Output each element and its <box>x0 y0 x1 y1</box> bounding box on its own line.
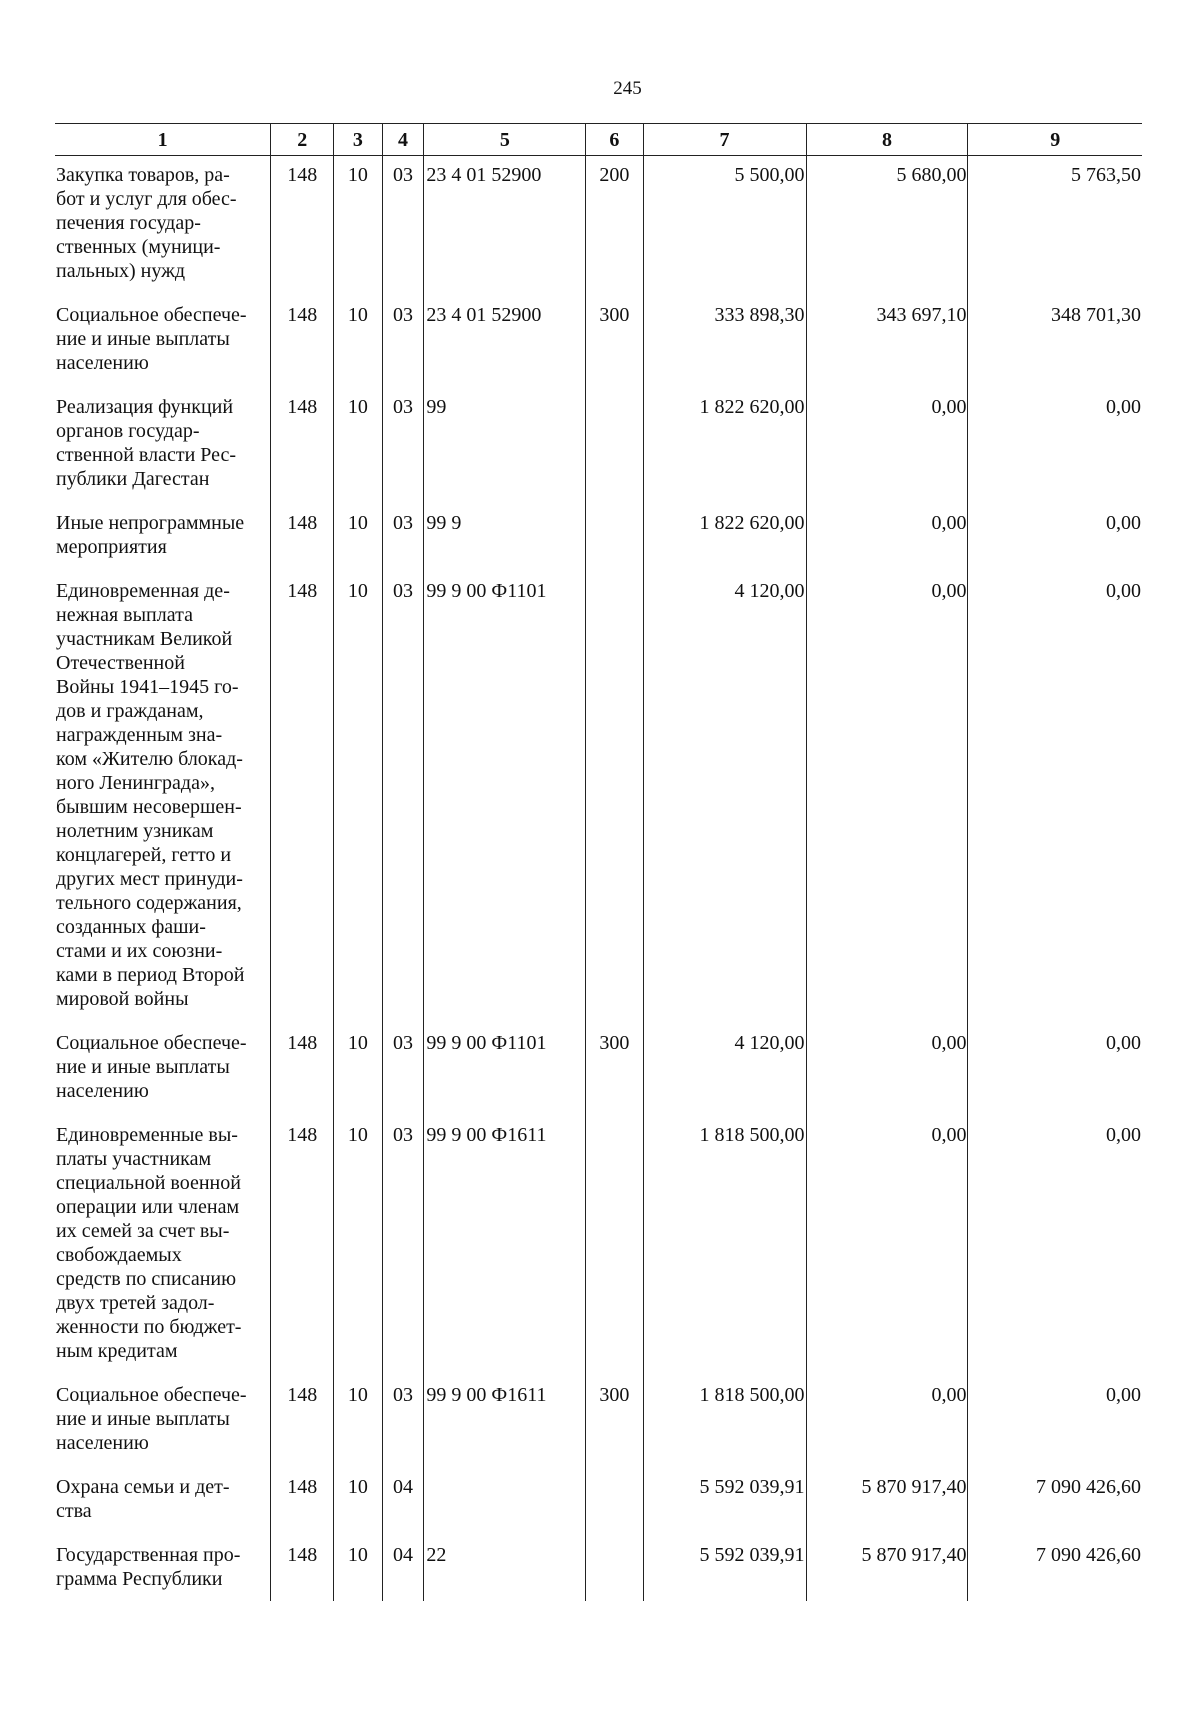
row-amount-year3: 0,00 <box>968 505 1142 573</box>
row-code-target: 99 9 00 Ф1101 <box>424 1025 586 1117</box>
row-code-ministry: 148 <box>271 297 334 389</box>
row-code-subsection: 03 <box>382 297 424 389</box>
table-row <box>55 389 1142 505</box>
row-name: Социальное обеспече- ние и иные выплаты населению <box>56 1384 247 1454</box>
row-amount-year3: 7 090 426,60 <box>968 1469 1142 1537</box>
row-amount-year3: 0,00 <box>968 1377 1142 1469</box>
row-code-section: 10 <box>334 1377 382 1469</box>
row-amount-year1: 1 822 620,00 <box>643 505 806 573</box>
row-code-section: 10 <box>334 1537 382 1601</box>
table-row <box>55 156 1142 298</box>
row-amount-year2: 0,00 <box>806 505 968 573</box>
row-amount-year2: 5 870 917,40 <box>806 1469 968 1537</box>
budget-table <box>55 123 1142 1601</box>
row-code-target: 99 9 <box>424 505 586 573</box>
table-row <box>55 1537 1142 1601</box>
column-header-9: 9 <box>968 124 1142 156</box>
table-row <box>55 1377 1142 1469</box>
row-code-subsection: 03 <box>382 156 424 298</box>
row-amount-year2: 0,00 <box>806 1117 968 1377</box>
row-amount-year1: 5 592 039,91 <box>643 1537 806 1601</box>
row-amount-year2: 5 680,00 <box>806 156 968 298</box>
row-code-ministry: 148 <box>271 1117 334 1377</box>
row-code-ministry: 148 <box>271 1469 334 1537</box>
row-code-ministry: 148 <box>271 389 334 505</box>
row-code-subsection: 03 <box>382 1117 424 1377</box>
row-code-ministry: 148 <box>271 573 334 1025</box>
row-code-expense-type <box>586 505 643 573</box>
row-amount-year3: 0,00 <box>968 1117 1142 1377</box>
row-amount-year1: 4 120,00 <box>643 573 806 1025</box>
column-header-8: 8 <box>806 124 968 156</box>
row-amount-year1: 1 822 620,00 <box>643 389 806 505</box>
column-header-6: 6 <box>586 124 643 156</box>
row-code-section: 10 <box>334 156 382 298</box>
column-header-2: 2 <box>271 124 334 156</box>
row-code-ministry: 148 <box>271 1377 334 1469</box>
page-number: 245 <box>613 78 642 99</box>
row-code-ministry: 148 <box>271 1025 334 1117</box>
table-row <box>55 1469 1142 1537</box>
table-row <box>55 573 1142 1025</box>
row-amount-year2: 5 870 917,40 <box>806 1537 968 1601</box>
row-code-subsection: 03 <box>382 1025 424 1117</box>
row-amount-year1: 5 500,00 <box>643 156 806 298</box>
row-name: Реализация функций органов государ- ственной власти Рес- публики Дагестан <box>56 396 237 490</box>
row-name: Государственная про- грамма Республики <box>56 1544 241 1590</box>
row-code-expense-type <box>586 1469 643 1537</box>
table-row <box>55 1025 1142 1117</box>
row-code-subsection: 04 <box>382 1537 424 1601</box>
row-code-section: 10 <box>334 389 382 505</box>
row-code-target: 99 <box>424 389 586 505</box>
row-name: Иные непрограммные мероприятия <box>56 512 245 558</box>
row-code-ministry: 148 <box>271 156 334 298</box>
row-amount-year1: 4 120,00 <box>643 1025 806 1117</box>
row-code-ministry: 148 <box>271 1537 334 1601</box>
row-code-section: 10 <box>334 1117 382 1377</box>
row-amount-year2: 0,00 <box>806 389 968 505</box>
table-header <box>55 124 1142 156</box>
row-code-target: 99 9 00 Ф1101 <box>424 573 586 1025</box>
row-amount-year1: 1 818 500,00 <box>643 1117 806 1377</box>
row-amount-year2: 343 697,10 <box>806 297 968 389</box>
row-name: Охрана семьи и дет- ства <box>56 1476 230 1522</box>
column-header-4: 4 <box>382 124 424 156</box>
row-name: Социальное обеспече- ние и иные выплаты населению <box>56 1032 247 1102</box>
row-code-subsection: 04 <box>382 1469 424 1537</box>
row-code-subsection: 03 <box>382 573 424 1025</box>
row-code-expense-type: 300 <box>586 1377 643 1469</box>
row-amount-year3: 7 090 426,60 <box>968 1537 1142 1601</box>
column-header-5: 5 <box>424 124 586 156</box>
row-code-expense-type <box>586 389 643 505</box>
row-code-ministry: 148 <box>271 505 334 573</box>
column-header-1: 1 <box>55 124 271 156</box>
row-amount-year1: 333 898,30 <box>643 297 806 389</box>
header-row <box>55 124 1142 156</box>
column-header-7: 7 <box>643 124 806 156</box>
row-amount-year2: 0,00 <box>806 1025 968 1117</box>
row-name: Единовременная де- нежная выплата участникам Великой Отечественной Войны 1941–1945 го- дов и гражданам, награжденным зна- ком «Жителю блокад- ного Ленинграда», бывшим несовершен- нолетним узникам концлагерей, гетто и других мест принуди- тельного содержания, созданных фаши- стами и их союзни- ками в период Второй мировой войны <box>56 580 245 1010</box>
row-amount-year3: 0,00 <box>968 573 1142 1025</box>
row-name: Единовременные вы- платы участникам специальной военной операции или членам их семей за счет вы- свобождаемых средств по списанию двух третей задол- женности по бюджет- ным кредитам <box>56 1124 242 1362</box>
row-code-expense-type <box>586 1117 643 1377</box>
row-code-expense-type: 300 <box>586 297 643 389</box>
row-code-expense-type: 200 <box>586 156 643 298</box>
row-code-section: 10 <box>334 1025 382 1117</box>
row-code-section: 10 <box>334 573 382 1025</box>
row-amount-year2: 0,00 <box>806 573 968 1025</box>
row-code-expense-type: 300 <box>586 1025 643 1117</box>
row-code-target: 99 9 00 Ф1611 <box>424 1117 586 1377</box>
row-code-section: 10 <box>334 297 382 389</box>
row-amount-year2: 0,00 <box>806 1377 968 1469</box>
column-header-3: 3 <box>334 124 382 156</box>
row-amount-year1: 5 592 039,91 <box>643 1469 806 1537</box>
row-code-expense-type <box>586 573 643 1025</box>
row-code-subsection: 03 <box>382 1377 424 1469</box>
row-code-expense-type <box>586 1537 643 1601</box>
row-code-target <box>424 1469 586 1537</box>
row-code-section: 10 <box>334 1469 382 1537</box>
row-amount-year3: 5 763,50 <box>968 156 1142 298</box>
row-amount-year1: 1 818 500,00 <box>643 1377 806 1469</box>
row-code-target: 99 9 00 Ф1611 <box>424 1377 586 1469</box>
row-code-section: 10 <box>334 505 382 573</box>
row-amount-year3: 348 701,30 <box>968 297 1142 389</box>
row-code-subsection: 03 <box>382 389 424 505</box>
row-amount-year3: 0,00 <box>968 1025 1142 1117</box>
row-code-target: 23 4 01 52900 <box>424 156 586 298</box>
table-body <box>55 156 1142 1602</box>
row-code-target: 23 4 01 52900 <box>424 297 586 389</box>
table-row <box>55 505 1142 573</box>
row-name: Закупка товаров, ра- бот и услуг для обес- печения государ- ственных (муници- пальных) нужд <box>56 164 237 282</box>
row-code-target: 22 <box>424 1537 586 1601</box>
table-row <box>55 1117 1142 1377</box>
table-row <box>55 297 1142 389</box>
row-amount-year3: 0,00 <box>968 389 1142 505</box>
row-name: Социальное обеспече- ние и иные выплаты населению <box>56 304 247 374</box>
row-code-subsection: 03 <box>382 505 424 573</box>
